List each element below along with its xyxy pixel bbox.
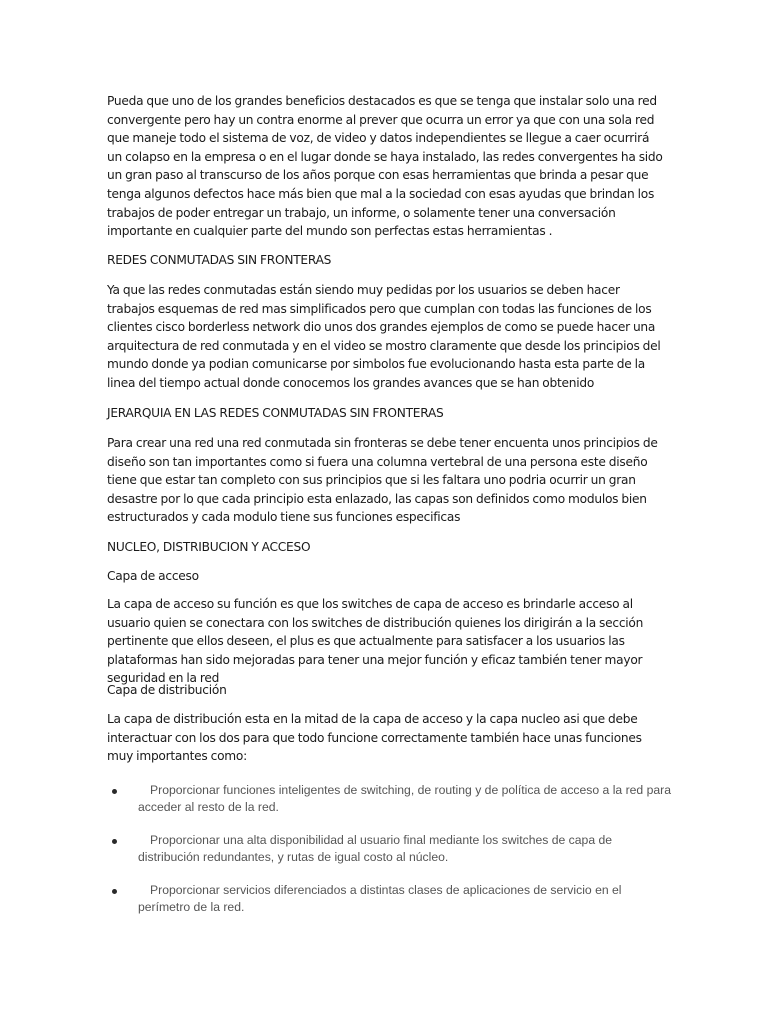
paragraph-text: La capa de distribución esta en la mitad de la capa de acceso y la capa nucleo asi que debe interactuar con los dos para que todo funcione correctamente también hace unas funciones muy importantes como: bbox=[107, 712, 642, 764]
bullet-icon bbox=[112, 789, 117, 794]
list-item-text: Proporcionar una alta disponibilidad al usuario final mediante los switches de capa de distribución redundantes, y rutas de igual costo al núcleo. bbox=[138, 833, 613, 864]
paragraph-benefits bbox=[107, 92, 667, 241]
heading-text: Capa de distribución bbox=[107, 683, 227, 697]
heading-text: JERARQUIA EN LAS REDES CONMUTADAS SIN FRONTERAS bbox=[107, 406, 444, 420]
list-item bbox=[112, 782, 672, 816]
paragraph-text: Ya que las redes conmutadas están siendo muy pedidas por los usuarios se deben hacer trabajos esquemas de red mas simplificados pero que cumplan con todas las funciones de los clientes cisco borderless network dio unos dos grandes ejemplos de como se puede hacer una arquitectura de red conmutada y en el video se mostro claramente que desde los principios del mundo donde ya podian comunicarse por simbolos fue evolucionando hasta esta parte de la linea del tiempo actual donde conocemos los grandes avances que se han obtenido bbox=[107, 283, 661, 390]
heading-text: REDES CONMUTADAS SIN FRONTERAS bbox=[107, 253, 332, 267]
subheading-capa-acceso bbox=[107, 567, 667, 586]
list-item bbox=[112, 882, 672, 916]
paragraph-text: La capa de acceso su función es que los switches de capa de acceso es brindarle acceso al usuario quien se conectara con los switches de distribución quienes los dirigirán a la sección pertinente que ellos deseen, el plus es que actualmente para satisfacer a los usuarios las plataformas han sido mejoradas para tener una mejor función y eficaz también tener mayor seguridad en la red bbox=[107, 597, 644, 686]
paragraph-capa-acceso bbox=[107, 595, 667, 688]
paragraph-capa-distribucion bbox=[107, 710, 667, 766]
subheading-capa-distribucion bbox=[107, 681, 667, 700]
bullet-icon bbox=[112, 839, 117, 844]
section-heading-jerarquia bbox=[107, 404, 667, 423]
list-item-text: Proporcionar servicios diferenciados a distintas clases de aplicaciones de servicio en el perímetro de la red. bbox=[138, 883, 622, 914]
paragraph-text: Pueda que uno de los grandes beneficios destacados es que se tenga que instalar solo una red convergente pero hay un contra enorme al prever que ocurra un error ya que con una sola red que maneje todo el sistema de voz, de video y datos independientes se llegue a caer ocurrirá un colapso en la empresa o en el lugar donde se haya instalado, las redes convergentes ha sido un gran paso al transcurso de los años porque con esas herramientas que brinda a pesar que tenga algunos defectos hace más bien que mal a la sociedad con esas ayudas que brindan los trabajos de poder entregar un trabajo, un informe, o solamente tener una conversación importante en cualquier parte del mundo son perfectas estas herramientas . bbox=[107, 94, 663, 239]
list-item-text: Proporcionar funciones inteligentes de switching, de routing y de política de acceso a la red para acceder al resto de la red. bbox=[138, 783, 671, 814]
paragraph-jerarquia bbox=[107, 434, 667, 527]
list-item bbox=[112, 832, 672, 866]
paragraph-redes-conmutadas bbox=[107, 281, 667, 393]
section-heading-nucleo bbox=[107, 538, 667, 557]
heading-text: NUCLEO, DISTRIBUCION Y ACCESO bbox=[107, 540, 311, 554]
section-heading-redes-conmutadas bbox=[107, 251, 667, 270]
bullet-icon bbox=[112, 889, 117, 894]
paragraph-text: Para crear una red una red conmutada sin fronteras se debe tener encuenta unos principios de diseño son tan importantes como si fuera una columna vertebral de una persona este diseño tiene que estar tan completo con sus principios que si les faltara uno podria ocurrir un gran desastre por lo que cada principio esta enlazado, las capas son definidos como modulos bien estructurados y cada modulo tiene sus funciones especificas bbox=[107, 436, 658, 525]
heading-text: Capa de acceso bbox=[107, 569, 199, 583]
bullet-list bbox=[112, 782, 672, 916]
